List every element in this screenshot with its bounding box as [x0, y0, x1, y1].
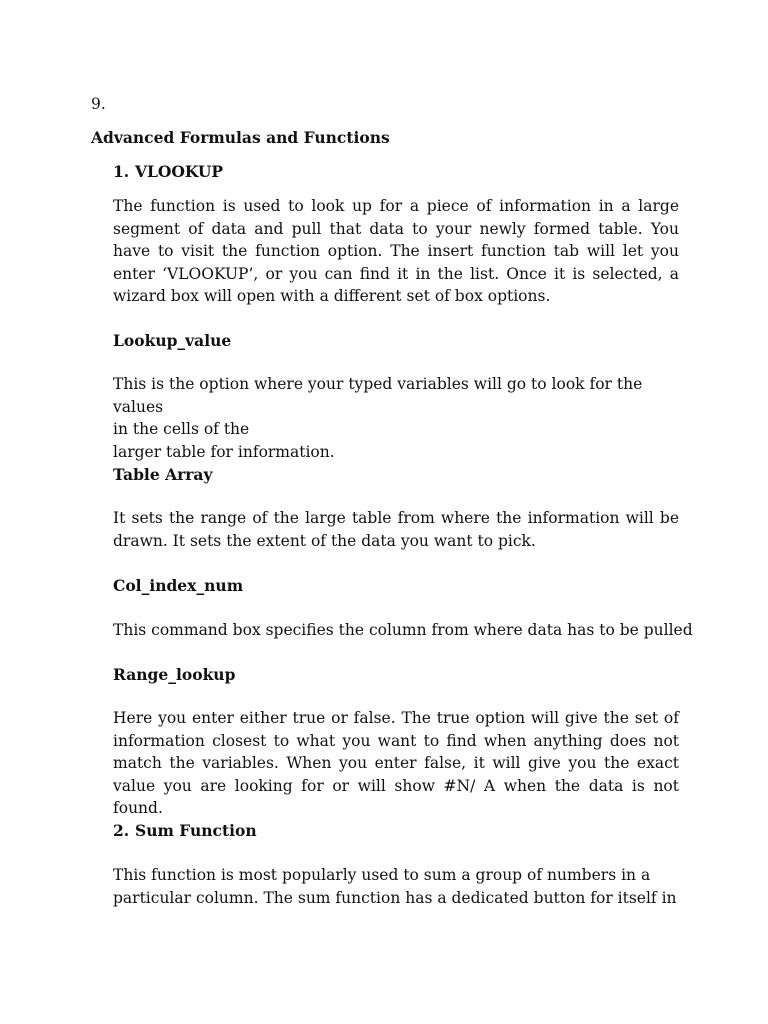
- range-lookup-heading: Range_lookup: [113, 665, 236, 684]
- section-title: Sum Function: [135, 821, 257, 840]
- table-array-heading: Table Array: [113, 465, 213, 484]
- vlookup-intro-paragraph: The function is used to look up for a piece of information in a large segment of data and pull that data to your newly formed table. You have to visit the function option. The insert function tab will let you enter ‘VLOOKUP’, or you can find it in the list. Once it is selected, a wizard box will open with a different set of box options.: [113, 197, 679, 305]
- page-number: 9.: [91, 95, 106, 113]
- col-index-num-paragraph: This command box specifies the column from where data has to be pulled: [113, 621, 693, 639]
- section-title: VLOOKUP: [135, 162, 224, 181]
- col-index-num-heading: Col_index_num: [113, 576, 244, 595]
- sum-function-paragraph: This function is most popularly used to sum a group of numbers in a particular column. The sum function has a dedicated button for itself in: [113, 866, 677, 907]
- chapter-title: Advanced Formulas and Functions: [91, 128, 390, 147]
- section-heading-vlookup: [113, 161, 223, 184]
- lookup-value-heading: Lookup_value: [113, 331, 232, 350]
- lookup-value-paragraph: This is the option where your typed variables will go to look for the values in the cells of the larger table for information.: [113, 375, 643, 461]
- section-number: 1.: [113, 162, 130, 181]
- section-heading-sum-function: [113, 820, 257, 843]
- range-lookup-paragraph: Here you enter either true or false. The true option will give the set of information closest to what you want to find when anything does not match the variables. When you enter false, it will give you the exact value you are looking for or will show #N/ A when the data is not found.: [113, 709, 679, 817]
- section-number: 2.: [113, 821, 130, 840]
- table-array-paragraph: It sets the range of the large table from where the information will be drawn. It sets the extent of the data you want to pick.: [113, 509, 679, 550]
